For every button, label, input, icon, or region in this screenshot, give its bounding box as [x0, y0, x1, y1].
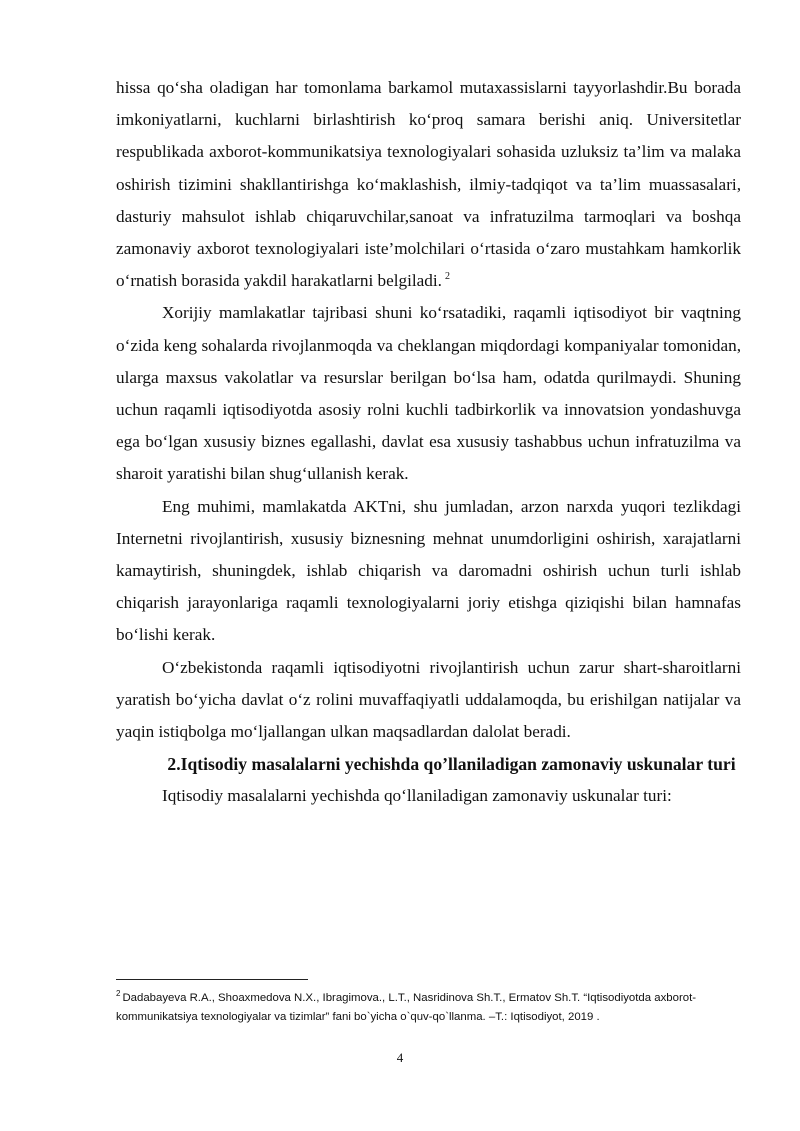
page-number: 4	[396, 1050, 404, 1065]
footnote-reference[interactable]: 2	[444, 271, 450, 283]
footnote-marker: 2	[116, 989, 121, 999]
paragraph-ict-development: Eng muhimi, mamlakatda AKTni, shu jumladan, arzon narxda yuqori tezlikdagi Internetni rivojlantirish, xususiy biznesning mehnat unumdorligini oshirish, xarajatlarni kamaytirish, shuningdek, ishlab chiqarish va daromadni oshirish uchun turli ishlab chiqarish jarayonlariga raqamli texnologiyalarni joriy etishga qiziqishi bilan hamnafas bo‘lishi kerak.	[116, 496, 741, 645]
paragraph-uzbekistan-role: O‘zbekistonda raqamli iqtisodiyotni rivojlantirish uchun zarur shart-sharoitlarni yaratish bo‘yicha davlat o‘z rolini muvaffaqiyatli uddalamoqda, bu erishilgan natijalar va yaqin istiqbolga mo‘ljallangan ulkan maqsadlardan dalolat beradi.	[116, 657, 741, 742]
footnote	[116, 989, 741, 1026]
paragraph-equipment-types: Iqtisodiy masalalarni yechishda qo‘llaniladigan zamonaviy uskunalar turi:	[162, 786, 672, 806]
paragraph-1-text: hissa qo‘sha oladigan har tomonlama barkamol mutaxassislarni tayyorlashdir.Bu borada imkoniyatlarni, kuchlarni birlashtirish ko‘proq samara berishi aniq. Universitetlar respublikada axborot-kommunikatsiya texnologiyalari sohasida uzluksiz ta’lim va malaka oshirish tizimini shakllantirishga ko‘maklashish, ilmiy-tadqiqot va ta’lim muassasalari, dasturiy mahsulot ishlab chiqaruvchilar,sanoat va infratuzilma tarmoqlari va boshqa zamonaviy axborot texnologiyalari iste’molchilari o‘rtasida o‘zaro mustahkam hamkorlik o‘rnatish borasida yakdil harakatlarni belgiladi.	[116, 78, 741, 291]
footnote-divider	[116, 979, 308, 980]
page-body	[116, 72, 741, 813]
section-heading: 2.Iqtisodiy masalalarni yechishda qo’llaniladigan zamonaviy uskunalar turi	[167, 754, 736, 775]
paragraph-foreign-experience: Xorijiy mamlakatlar tajribasi shuni ko‘rsatadiki, raqamli iqtisodiyot bir vaqtning o‘zida keng sohalarda rivojlanmoqda va cheklangan miqdordagi kompaniyalar tomonidan, ularga maxsus vakolatlar va resurslar berilgan bo‘lsa ham, odatda qurilmaydi. Shuning uchun raqamli iqtisodiyotda asosiy rolni kuchli tadbirkorlik va innovatsion yondashuvga ega bo‘lgan xususiy biznes egallashi, davlat esa xususiy tashabbus uchun infratuzilma va sharoit yaratishi bilan shug‘ullanish kerak.	[116, 303, 741, 484]
footnote-text: Dadabayeva R.A., Shoaxmedova N.X., Ibragimova., L.T., Nasridinova Sh.T., Ermatov Sh.T. “Iqtisodiyotda axborot-kommunikatsiya texnologiyalar va tizimlar” fani bo`yicha o`quv-qo`llanma. –T.: Iqtisodiyot, 2019 .	[116, 992, 697, 1023]
paragraph-continuation	[116, 72, 741, 297]
